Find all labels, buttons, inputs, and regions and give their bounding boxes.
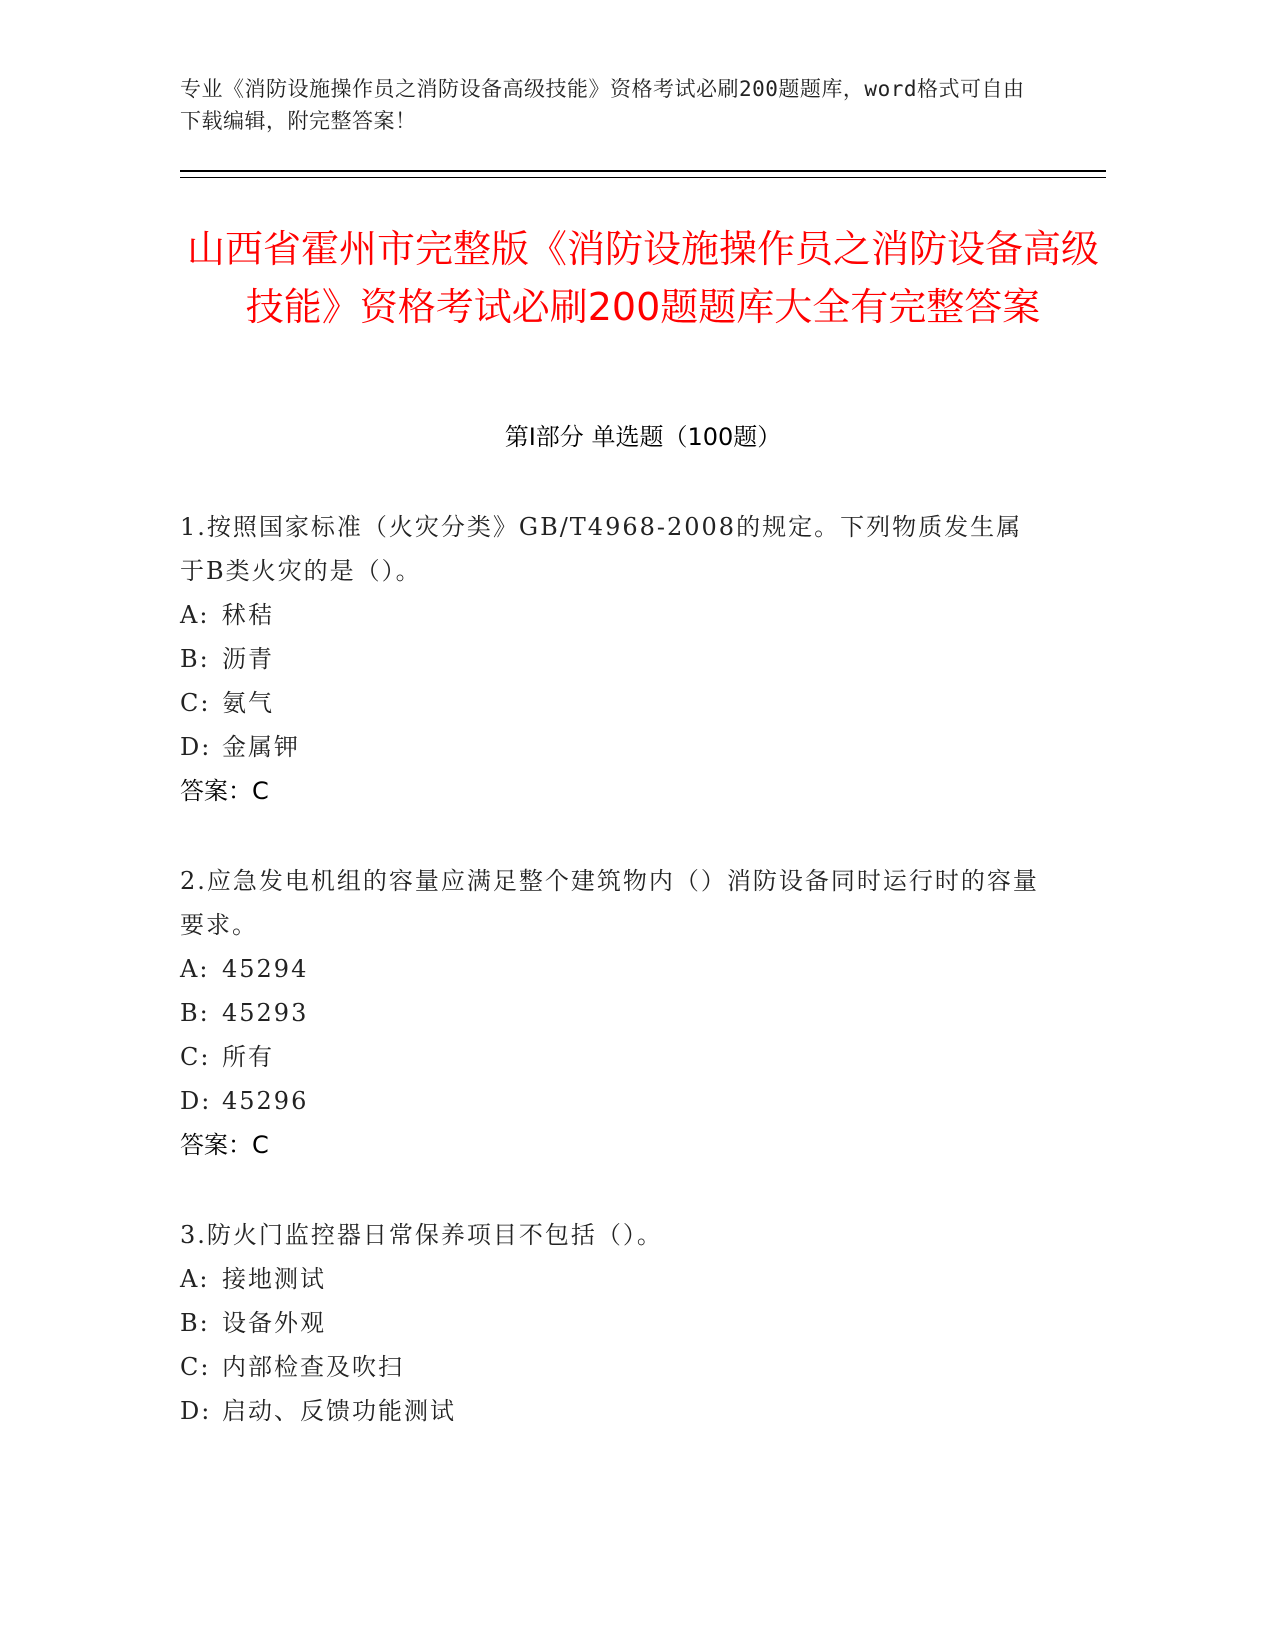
option-text: 45294 [222,955,309,983]
option-label: D: [180,1087,212,1115]
option-label: A: [180,601,210,629]
option-text: 设备外观 [222,1309,326,1337]
option-label: C: [180,1043,211,1071]
answer: 答案：C [180,777,269,805]
option-d [180,725,1040,769]
option-a [180,593,1040,637]
option-a [180,947,1040,991]
question-2 [180,859,1040,1167]
option-text: 氨气 [222,689,274,717]
option-text: 45296 [222,1087,309,1115]
option-label: B: [180,645,210,673]
option-text: 金属钾 [222,733,300,761]
option-label: C: [180,1353,211,1381]
option-label: D: [180,733,212,761]
option-d [180,1079,1040,1123]
option-text: 秫秸 [222,601,274,629]
question-text: 3.防火门监控器日常保养项目不包括（）。 [180,1221,663,1249]
answer: 答案：C [180,1131,269,1159]
option-c [180,1035,1040,1079]
option-b [180,991,1040,1035]
header-divider-thin [180,177,1106,178]
option-label: C: [180,689,211,717]
option-label: B: [180,1309,210,1337]
header-divider-thick [180,170,1106,172]
option-label: A: [180,1265,210,1293]
question-1 [180,505,1040,813]
option-text: 接地测试 [222,1265,326,1293]
option-text: 45293 [222,999,309,1027]
header-note: 专业《消防设施操作员之消防设备高级技能》资格考试必刷200题题库，word格式可自由下载编辑，附完整答案！ [180,77,1025,133]
option-d [180,1389,1040,1433]
option-text: 内部检查及吹扫 [222,1353,404,1381]
option-b [180,1301,1040,1345]
option-label: B: [180,999,210,1027]
section-title: 第I部分 单选题（100题） [504,423,782,451]
option-label: A: [180,955,210,983]
question-3 [180,1213,1040,1433]
option-text: 所有 [222,1043,274,1071]
question-list [180,505,1040,1479]
question-text: 2.应急发电机组的容量应满足整个建筑物内（）消防设备同时运行时的容量要求。 [180,867,1039,939]
option-text: 启动、反馈功能测试 [222,1397,456,1425]
option-c [180,681,1040,725]
document-title: 山西省霍州市完整版《消防设施操作员之消防设备高级技能》资格考试必刷200题题库大全有完整答案 [186,227,1099,329]
option-label: D: [180,1397,212,1425]
option-a [180,1257,1040,1301]
option-text: 沥青 [222,645,274,673]
question-text: 1.按照国家标准（火灾分类》GB/T4968-2008的规定。下列物质发生属于B类火灾的是（）。 [180,513,1023,585]
option-b [180,637,1040,681]
option-c [180,1345,1040,1389]
